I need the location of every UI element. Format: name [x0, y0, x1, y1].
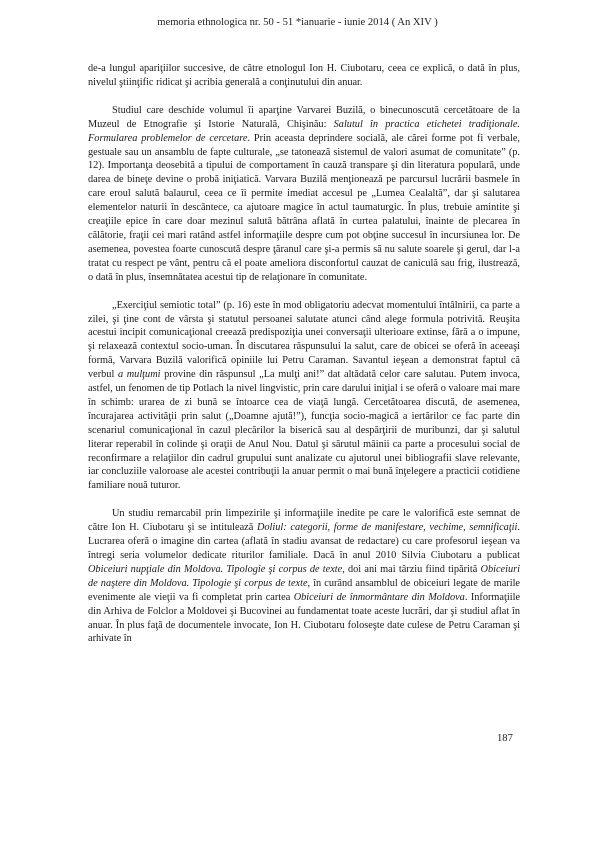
text-run: . Prin aceasta deprindere socială, ale cărei forme pot fi verbale, gestuale sau un ansamblu de fapte culturale, „se tatonează sistemul de valori asumat de comunitate” (p. 12). Importanţa deosebită a tipului de comportament în cauză transpare şi din literatura populară, unde darea de bineţe devine o probă iniţiatică. Varvara Buzilă menţionează pe parcursul lucrării basmele în care eroul salută balaurul, ceea ce îi permite imediat accesul pe „Lumea Cealaltă”, dar şi salutarea elementelor naturii în descântece, ca ajutoare magice în actul taumaturgic. În plus, trebuie amintite şi creaţiile epice în care doar mezinul salută bătrâna aflată în curtea palatului, înainte de plecarea în călătorie, fraţii cei mari ratând astfel informaţiile despre cum pot obţine succesul în incursiunea lor. De asemenea, povestea foarte cunoscută despre ţăranul care şi-a permis să nu salute soarele şi gerul, dar l-a tratat cu respect pe vânt, pentru că el poate ameliora disconfortul cauzat de caniculă sau frig, ilustrează, o dată în plus, însemnătatea acestui tip de relaţionare în comunitate.: [88, 132, 520, 283]
italic-title: a mulţumi: [117, 369, 161, 381]
page-number: 187: [497, 733, 513, 744]
italic-title: Obiceiuri de înmormântare din Moldova: [293, 591, 465, 603]
text-run: de-a lungul apariţiilor succesive, de către etnologul Ion H. Ciubotaru, ceea ce explică, o dată în plus, nivelul ştiinţific ridicat şi acribia generală a conţinutului din anuar.: [88, 63, 520, 88]
text-run: provine din răspunsul „La mulţi ani!” dat altădată celor care salutau. Putem invoca, astfel, un fenomen de tip Potlach la nivel lingvistic, prin care darului iniţial i se oferă o valoare mai mare în schimb: urarea de zi bună se întoarce cea de viaţă lungă. Cercetătoarea discută, de asemenea, încurajarea activităţii prin salut („Doamne ajută!”), funcţia socio-magică a iertărilor ce fac parte din scenariul comunicaţional în cazul plecărilor la biserică sau al despărţirii de muribunzi, dar şi salutul literar reperabil în colinde şi oraţii de Anul Nou. Datul şi sărutul mâinii ca parte a procesului social de reconfirmare a relaţiilor din cadrul grupului sunt analizate cu ajutorul unei bibliografii slave relevante, iar concluziile valoroase ale acestei contribuţii la anuar permit o mai bună înţelegere a practicii cotidiene familiare nouă tuturor.: [88, 369, 520, 492]
text-run: „Exerciţiul semiotic total” (p. 16) este în mod obligatoriu adecvat momentului întâlnirii, ca parte a zilei, şi ţine cont de vârsta şi statutul persoanei salutate atunci când alege formula potrivită. Reuşita acestui incipit comunicaţional creează predispoziţia unei conversaţii ulterioare extinse, fără a o impune, şi relaxează contextul socio-uman. În discutarea răspunsului la salut, care de obicei se oferă în aceeaşi formă, Varvara Buzilă valorifică opiniile lui Petru Caraman. Savantul ieşean a demonstrat faptul că verbul: [88, 299, 520, 381]
text-run: Studiul care deschide volumul îi aparţine Varvarei Buzilă, o binecunoscută cercetătoare de la Muzeul de Etnografie şi Istorie Naturală, Chişinău:: [88, 104, 520, 130]
italic-title: Salutul în practica etichetei tradiţionale. Formularea problemelor de cercetare: [88, 118, 520, 144]
italic-title: Obiceiuri de naştere din Moldova. Tipologie şi corpus de texte: [88, 563, 520, 589]
italic-title: Doliul: categorii, forme de manifestare, vechime, semnificaţii: [256, 522, 518, 534]
text-run: . Informaţiile din Arhiva de Folclor a Moldovei şi Bucovinei au fundamentat toate aceste lucrări, dar şi studiul aflat în anuar. În plus faţă de documentele invocate, Ion H. Ciubotaru foloseşte date culese de Petru Caraman şi arhivate în: [88, 591, 521, 645]
paragraph-1: [88, 62, 520, 90]
paragraph-4: [88, 507, 520, 646]
text-run: Un studiu remarcabil prin limpezirile şi informaţiile inedite pe care le valorifică este semnat de către Ion H. Ciubotaru şi se intitulează: [88, 508, 520, 534]
italic-title: Obiceiuri nupţiale din Moldova. Tipologie şi corpus de texte: [88, 563, 343, 575]
text-run: , doi ani mai târziu fiind tipărită: [342, 563, 481, 575]
text-run: . Lucrarea oferă o imagine din cartea (aflată în stadiu avansat de redactare) cu care profesorul ieşean va întregi seria volumelor dedicate riturilor familiale. Dacă în anul 2010 Silvia Ciubotaru a publicat: [88, 522, 520, 561]
text-run: , în curând ansamblul de obiceiuri legate de marile evenimente ale vieţii va fi completat prin cartea: [88, 577, 520, 603]
article-body: [88, 62, 520, 660]
paragraph-2: [88, 104, 520, 285]
running-header: memoria ethnologica nr. 50 - 51 *ianuarie - iunie 2014 ( An XIV ): [157, 17, 438, 28]
paragraph-3: [88, 299, 520, 494]
